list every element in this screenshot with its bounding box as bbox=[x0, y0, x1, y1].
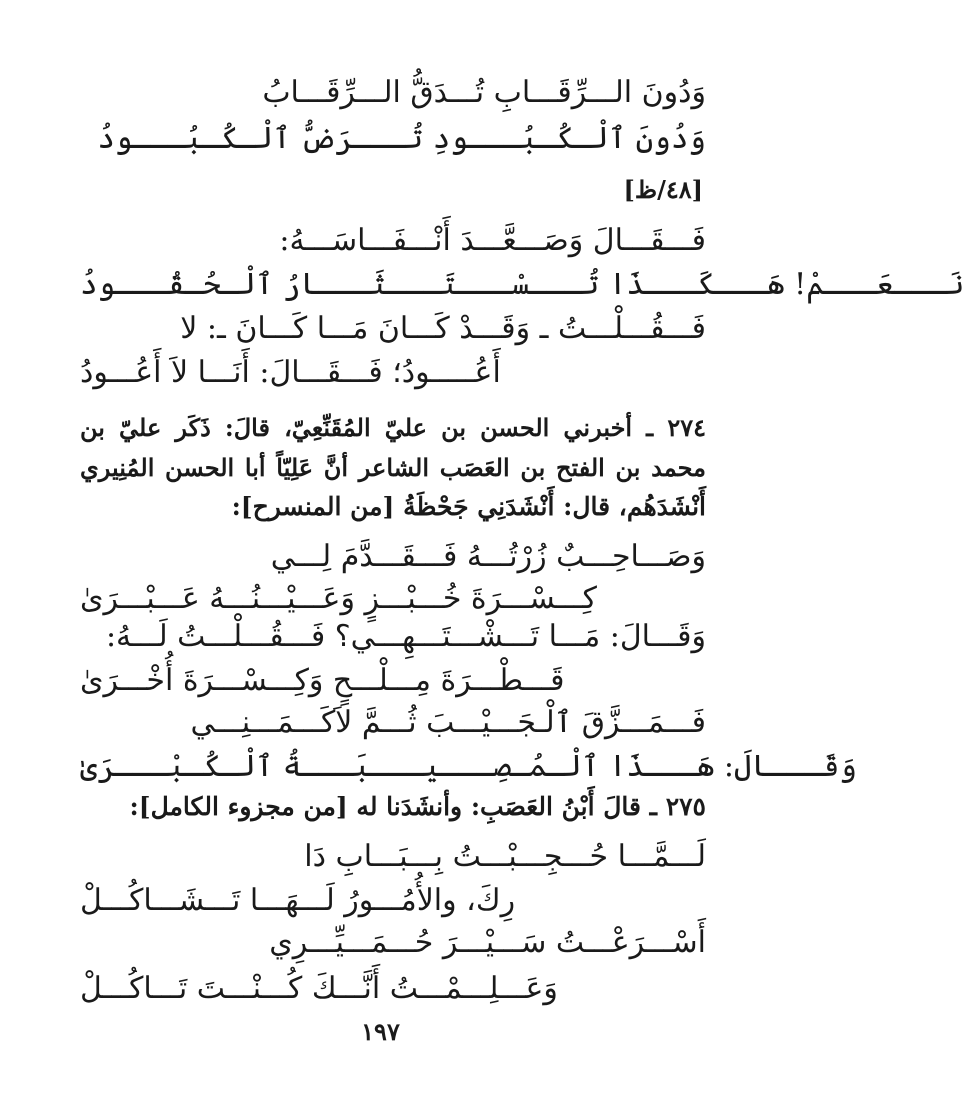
verse-line-14: رِكَ، والأُمُـــورُ لَـــهَـــا تَـــشَـــاكُـــلْ bbox=[80, 883, 516, 918]
verse-line-16: وَعَـــلِـــمْـــتُ أَنَّـــكَ كُـــنْـــتَ تَـــاكُـــلْ bbox=[80, 971, 558, 1006]
verse-line-4: نَـــعَـــمْ! هَـــكَـــذَا تُـــسْـــتَـــثَـــارُ ٱلْـحُـقُـــودُ bbox=[80, 267, 964, 302]
prose-274-line-3: أَنْشَدَهُم، قال: أَنْشَدَنِي جَحْظَةُ [من المنسرح]: bbox=[231, 492, 706, 521]
verse-line-7: وَصَـــاحِـــبٌ زُرْتُـــهُ فَـــقَـــدَّمَ لِـــي bbox=[270, 539, 706, 574]
verse-line-6: أَعُـــــودُ؛ فَـــقَـــالَ: أَنَـــا لاَ أَعُـــودُ bbox=[80, 355, 501, 390]
prose-274-line-2: محمد بن الفتح بن العَصَب الشاعر أنَّ عَلِيّاً أبا الحسن المُنِيري bbox=[80, 453, 706, 482]
prose-274-line-1: ٢٧٤ ـ أخبرني الحسن بن عليّ المُقَنِّعِيّ، قالَ: ذَكَر عليّ بن bbox=[80, 413, 706, 442]
verse-line-2: وَدُونَ ٱلْـكُـبُـــودِ تُـــرَضُّ ٱلْـكُـبُـــودُ bbox=[97, 121, 706, 156]
verse-line-13: لَـــمَّـــا حُـــجِـــبْـــتُ بِـــبَـــابِ دَا bbox=[304, 839, 706, 874]
verse-line-8: كِـــسْـــرَةَ خُـــبْـــزٍ وَعَـــيْـــنُـــهُ عَـــبْـــرَىٰ bbox=[80, 581, 597, 616]
verse-line-3: فَـــقَـــالَ وَصَـــعَّـــدَ أَنْـــفَـــاسَـــهُ: bbox=[279, 223, 706, 258]
verse-line-1: وَدُونَ الـــرِّقَـــابِ تُـــدَقُّ الـــرِّقَـــابُ bbox=[262, 75, 706, 110]
page-number: ١٩٧ bbox=[361, 1017, 400, 1046]
verse-line-9: وَقَـــالَ: مَـــا تَـــشْـــتَـــهِـــي؟ فَـــقُـــلْـــتُ لَـــهُ: bbox=[105, 619, 706, 654]
verse-line-11: فَـــمَـــزَّقَ ٱلْـجَـــيْـــبَ ثُـــمَّ لاَكَـــمَـــنِـــي bbox=[190, 705, 706, 740]
folio-marker: [٤٨/ظ] bbox=[623, 175, 703, 204]
verse-line-10: قَـــطْـــرَةَ مِـــلْـــحٍ وَكِـــسْـــرَةَ أُخْـــرَىٰ bbox=[80, 663, 565, 698]
verse-line-15: أَسْـــرَعْـــتُ سَـــيْـــرَ حُـــمَـــيِّـــرِي bbox=[269, 925, 706, 960]
verse-line-12: وَقَـــالَ: هَـــذَا ٱلْـمُـصِـــيـــبَـــةُ ٱلْـكُـبْـــرَىٰ bbox=[80, 749, 857, 784]
prose-275-line-1: ٢٧٥ ـ قالَ أَبْنُ العَصَبِ: وأنشَدَنا له [من مجزوء الكامل]: bbox=[129, 792, 706, 821]
verse-line-5: فَـــقُـــلْـــتُ ـ وَقَـــدْ كَـــانَ مَـــا كَـــانَ ـ: لا bbox=[180, 311, 706, 346]
